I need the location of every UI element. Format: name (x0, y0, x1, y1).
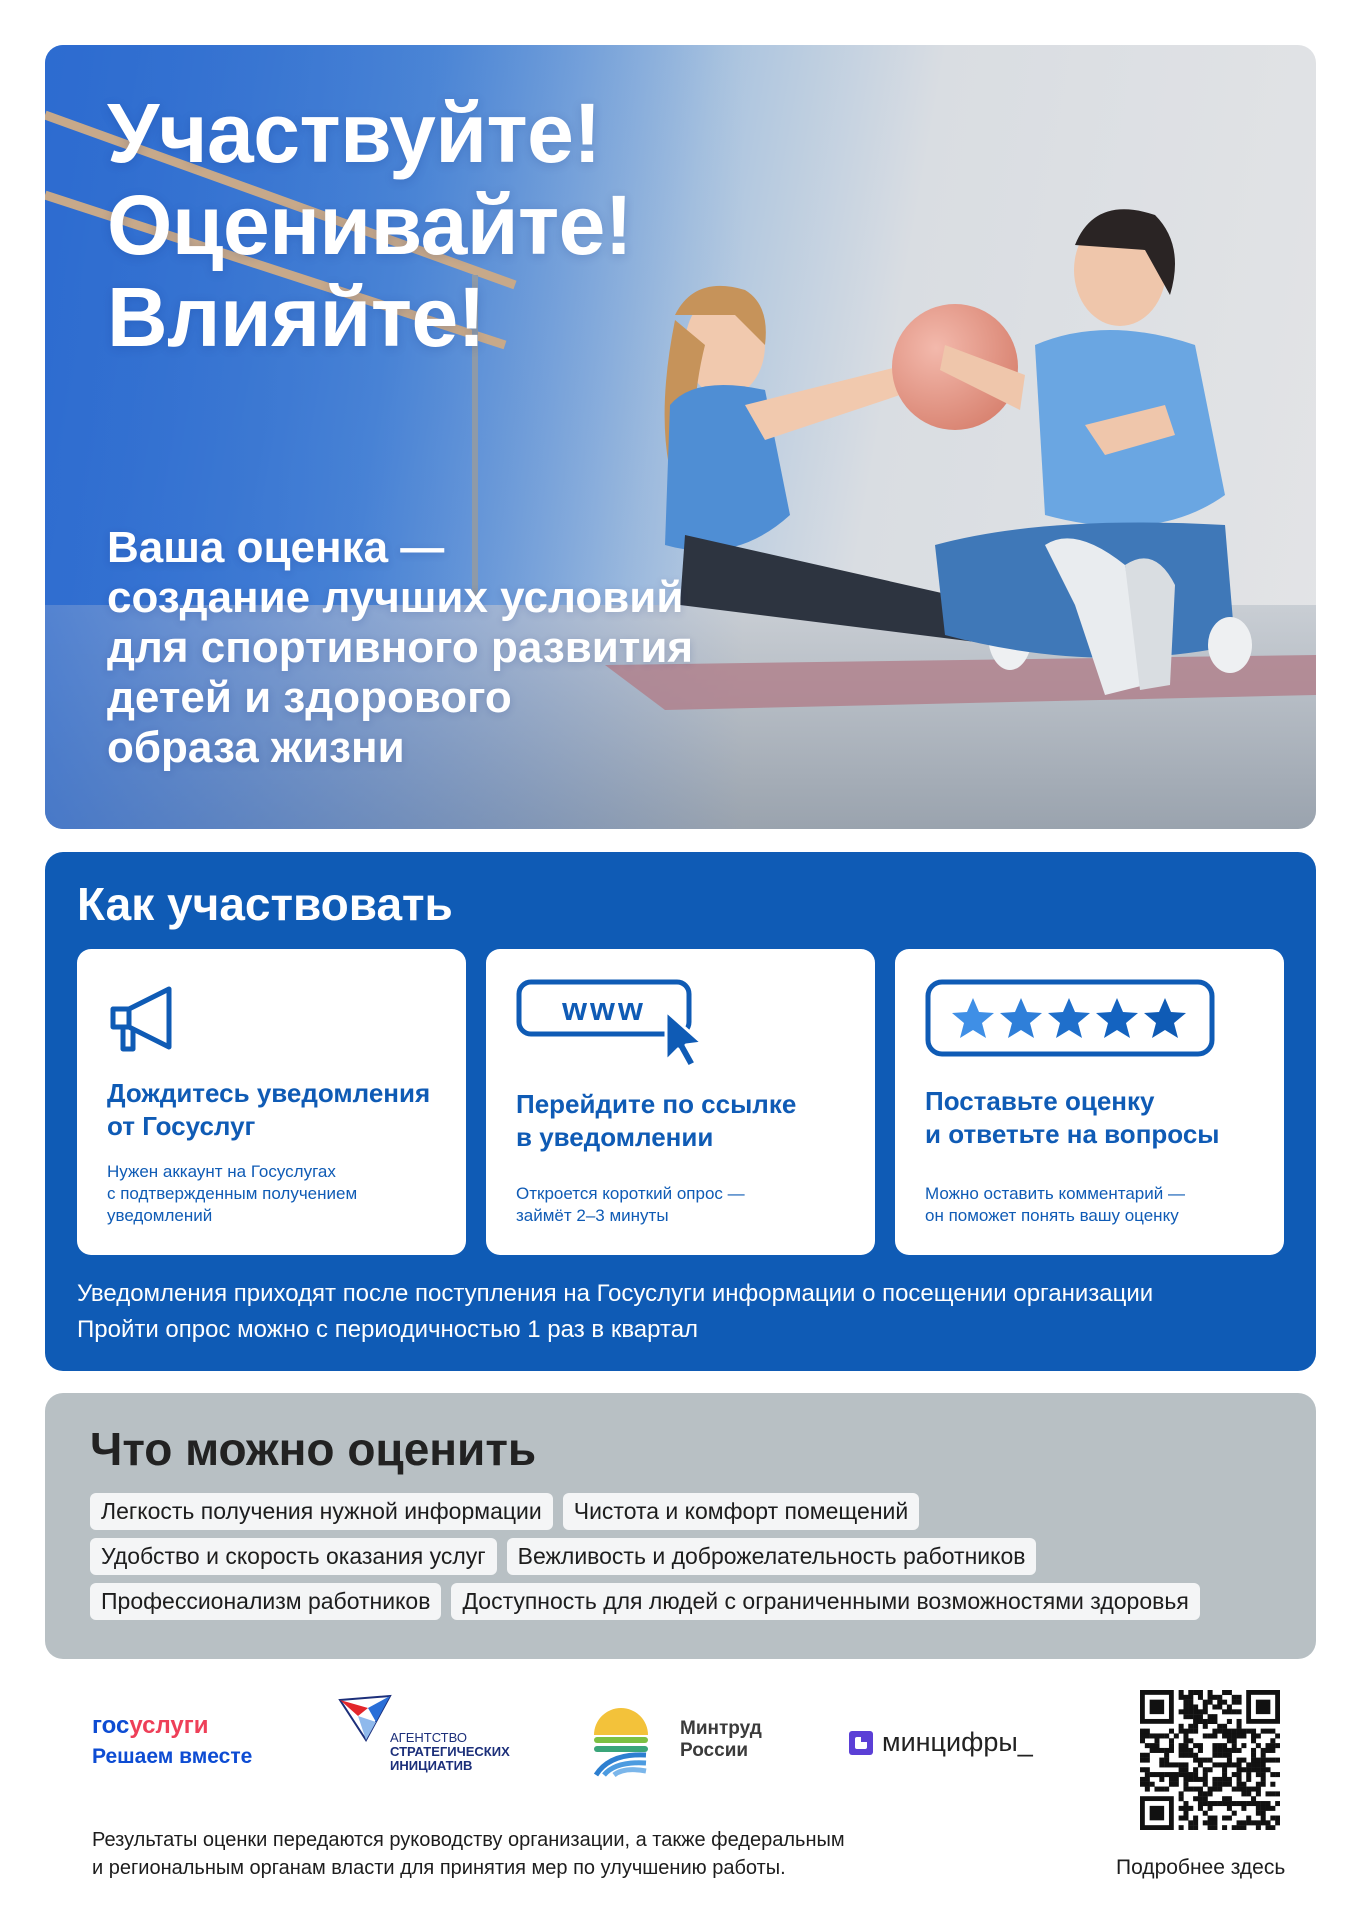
step-title-line: и ответьте на вопросы (925, 1119, 1220, 1149)
megaphone-icon (107, 979, 187, 1059)
how-note-line: Пройти опрос можно с периодичностью 1 раз в квартал (77, 1316, 699, 1343)
step-note-line: уведомлений (107, 1206, 213, 1225)
step-title-line: Перейдите по ссылке (516, 1089, 797, 1119)
step-title-line: от Госуслуг (107, 1111, 256, 1141)
star-icon (952, 998, 994, 1038)
step-title-line: Поставьте оценку (925, 1086, 1155, 1116)
how-title: Как участвовать (77, 878, 453, 930)
qr-finder-square (1256, 1700, 1270, 1714)
hero-title-line: Оценивайте! (107, 178, 633, 272)
hero-banner (45, 45, 1316, 829)
footer-note-line: и региональным органам власти для принятия мер по улучшению работы. (92, 1857, 786, 1879)
step-note (516, 1183, 861, 1227)
what-title: Что можно оценить (90, 1423, 537, 1475)
mincifry-logo-text: минцифры_ (882, 1727, 1033, 1757)
five-stars-icon (925, 979, 1215, 1059)
gosuslugi-logo-part: гос (92, 1712, 130, 1739)
hero-subtitle (107, 523, 787, 773)
mintrud-logo-text (680, 1718, 762, 1762)
asi-line: СТРАТЕГИЧЕСКИХ (390, 1744, 510, 1759)
mintrud-logo-icon (590, 1705, 652, 1777)
step-note (107, 1161, 452, 1227)
step-note-line: Можно оставить комментарий — (925, 1184, 1185, 1203)
step-note (925, 1183, 1270, 1227)
step-title (925, 1085, 1270, 1151)
hero-subtitle-line: образа жизни (107, 723, 405, 772)
asi-line: ИНИЦИАТИВ (390, 1758, 473, 1773)
star-icon (1096, 998, 1138, 1038)
www-icon-text: www (562, 991, 646, 1027)
step-title (516, 1088, 861, 1154)
step-title-line: Дождитесь уведомления (107, 1078, 431, 1108)
criteria-tag: Чистота и комфорт помещений (563, 1493, 920, 1530)
criteria-tag: Доступность для людей с ограниченными возможностями здоровья (451, 1583, 1199, 1620)
hero-subtitle-line: Ваша оценка — (107, 523, 445, 572)
qr-caption: Подробнее здесь (1116, 1856, 1286, 1879)
hero-subtitle-line: создание лучших условий (107, 573, 684, 622)
qr-finder-square (1150, 1806, 1164, 1820)
how-to-participate-panel (45, 852, 1316, 1371)
asi-logo-text (390, 1731, 510, 1773)
star-icon (1048, 998, 1090, 1038)
qr-code[interactable] (1140, 1690, 1280, 1830)
step-card-rating (895, 949, 1284, 1255)
www-cursor-icon (516, 979, 706, 1069)
criteria-tag: Вежливость и доброжелательность работников (507, 1538, 1037, 1575)
step-note-line: Откроется короткий опрос — (516, 1184, 745, 1203)
criteria-tag: Профессионализм работников (90, 1583, 441, 1620)
criteria-row (90, 1583, 1290, 1620)
hero-subtitle-line: для спортивного развития (107, 623, 694, 672)
criteria-tag: Удобство и скорость оказания услуг (90, 1538, 497, 1575)
asi-logo-icon (338, 1694, 392, 1742)
step-note-line: с подтвержденным получением (107, 1184, 358, 1203)
footer-note-line: Результаты оценки передаются руководству организации, а также федеральным (92, 1829, 845, 1851)
how-note-line: Уведомления приходят после поступления на Госуслуги информации о посещении организации (77, 1280, 1154, 1307)
what-to-rate-panel (45, 1393, 1316, 1659)
step-note-line: Нужен аккаунт на Госуслугах (107, 1162, 336, 1181)
criteria-row (90, 1538, 1290, 1575)
gosuslugi-logo[interactable] (92, 1712, 209, 1740)
mintrud-line: России (680, 1740, 749, 1761)
hero-title-line: Участвуйте! (107, 86, 601, 180)
step-title (107, 1077, 452, 1143)
hero-title (107, 87, 632, 363)
step-note-line: займёт 2–3 минуты (516, 1206, 669, 1225)
step-card-notification (77, 949, 466, 1255)
star-icon (1144, 998, 1186, 1038)
step-title-line: в уведомлении (516, 1122, 714, 1152)
qr-finder-square (1150, 1700, 1164, 1714)
hero-subtitle-line: детей и здорового (107, 673, 512, 722)
mincifry-logo-icon (848, 1730, 874, 1756)
footer-note (92, 1826, 845, 1882)
asi-line: АГЕНТСТВО (390, 1730, 467, 1745)
criteria-tag: Легкость получения нужной информации (90, 1493, 553, 1530)
gosuslugi-logo-part-accent: услуги (129, 1712, 209, 1739)
star-icon (1000, 998, 1042, 1038)
how-notes (77, 1276, 1153, 1348)
gosuslugi-tagline: Решаем вместе (92, 1745, 253, 1768)
step-card-link (486, 949, 875, 1255)
hero-title-line: Влияйте! (107, 270, 486, 364)
criteria-row (90, 1493, 1290, 1530)
step-note-line: он поможет понять вашу оценку (925, 1206, 1179, 1225)
criteria-tags (90, 1493, 1290, 1628)
mintrud-line: Минтруд (680, 1718, 762, 1739)
